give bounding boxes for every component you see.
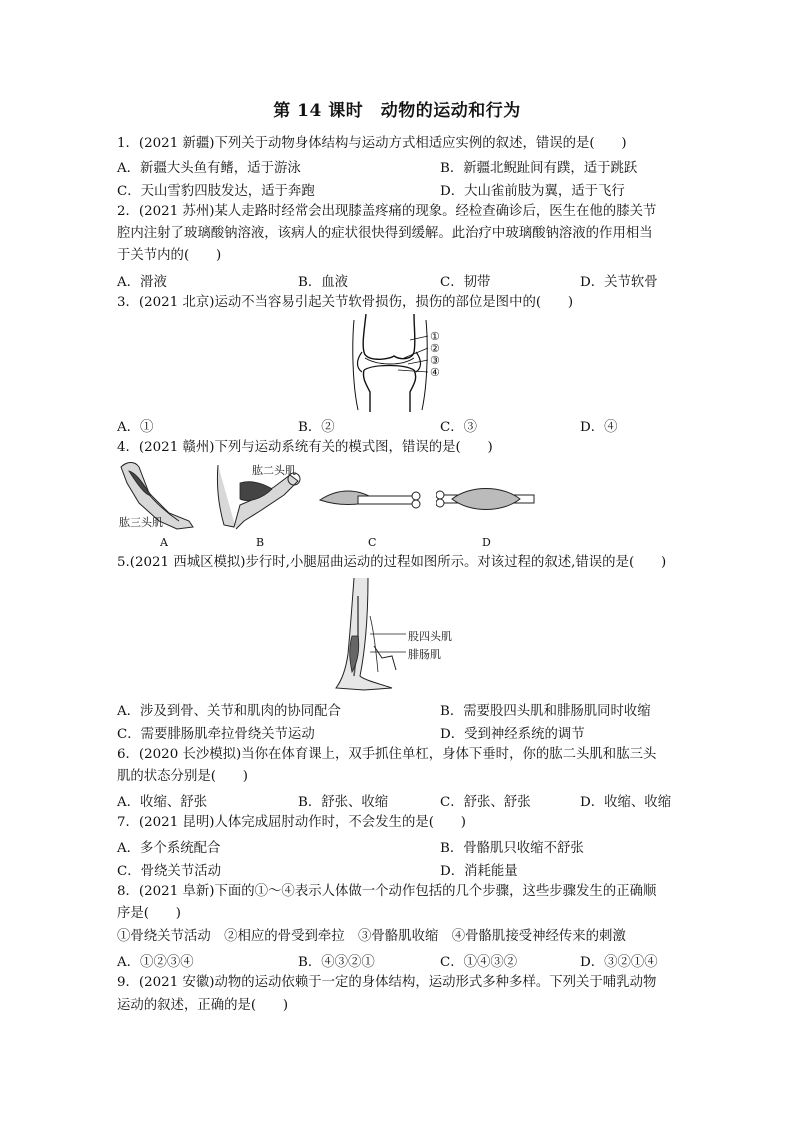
question-8-option-d: D．③②①④ [580,955,658,970]
figure-letter-b: B [256,536,265,549]
question-1-stem: 1．(2021 新疆)下列关于动物身体结构与运动方式相适应实例的叙述，错误的是( ) [117,136,627,151]
question-7-option-b: B．骨骼肌只收缩不舒张 [440,841,584,856]
question-5-option-d: D．受到神经系统的调节 [440,727,585,742]
quadriceps-label: 股四头肌 [408,630,452,643]
question-5-stem: 5.(2021 西城区模拟)步行时,小腿屈曲运动的过程如图所示。对该过程的叙述,错误的是( ) [117,555,667,570]
question-6-stem-line-2: 肌的状态分别是( ) [117,769,248,784]
question-9-stem-line-2: 运动的叙述，正确的是( ) [117,998,289,1013]
question-3-stem: 3．(2021 北京)运动不当容易引起关节软骨损伤，损伤的部位是图中的( ) [117,295,574,310]
question-6-option-d: D．收缩、收缩 [580,795,672,810]
question-1-option-d: D．大山雀前肢为翼，适于飞行 [440,184,625,199]
question-7-option-d: D．消耗能量 [440,864,518,879]
question-3-option-a: A．① [117,420,154,435]
question-2-option-b: B．血液 [298,275,349,290]
question-4-stem: 4．(2021 赣州)下列与运动系统有关的模式图，错误的是( ) [117,440,493,455]
question-3-option-d: D．④ [580,420,618,435]
biceps-label: 肱二头肌 [252,464,296,477]
figure-letter-a: A [160,536,168,549]
muscle-bone-figure-c [318,486,424,514]
knee-label-2: ② [430,342,440,355]
question-8-steps: ①骨绕关节活动 ②相应的骨受到牵拉 ③骨骼肌收缩 ④骨骼肌接受神经传来的刺激 [117,929,626,944]
knee-label-1: ① [430,330,440,343]
question-9-stem-line-1: 9．(2021 安徽)动物的运动依赖于一定的身体结构，运动形式多种多样。下列关于哺乳动物 [117,975,657,990]
question-3-option-b: B．② [298,420,335,435]
question-8-stem-line-1: 8．(2021 阜新)下面的①～④表示人体做一个动作包括的几个步骤，这些步骤发生的正确顺 [117,884,657,899]
knee-label-4: ④ [430,366,440,379]
question-8-stem-line-2: 序是( ) [117,906,182,921]
page-title: 第 14 课时 动物的运动和行为 [273,101,521,121]
question-2-stem-line-2: 腔内注射了玻璃酸钠溶液，该病人的症状很快得到缓解。此治疗中玻璃酸钠溶液的作用相当 [117,226,653,241]
question-2-option-a: A．滑液 [117,275,167,290]
question-6-stem-line-1: 6．(2020 长沙模拟)当你在体育课上，双手抓住单杠，身体下垂时，你的肱二头肌和肱三头 [117,747,657,762]
question-6-option-a: A．收缩、舒张 [117,795,208,810]
triceps-label: 肱三头肌 [119,516,163,529]
question-8-option-b: B．④③②① [298,955,375,970]
question-7-stem: 7．(2021 昆明)人体完成屈肘动作时，不会发生的是( ) [117,815,466,830]
question-8-option-c: C．①④③② [440,955,518,970]
leg-figure [334,576,406,694]
figure-letter-d: D [482,536,491,549]
question-5-option-b: B．需要股四头肌和腓肠肌同时收缩 [440,704,651,719]
question-1-option-b: B．新疆北鲵趾间有蹼，适于跳跃 [440,161,638,176]
question-7-option-c: C．骨绕关节活动 [117,864,221,879]
question-1-option-c: C．天山雪豹四肢发达，适于奔跑 [117,184,315,199]
question-2-stem-line-1: 2．(2021 苏州)某人走路时经常会出现膝盖疼痛的现象。经检查确诊后，医生在他的膝关节 [117,204,657,219]
question-6-option-c: C．舒张、舒张 [440,795,531,810]
question-7-option-a: A．多个系统配合 [117,841,221,856]
gastrocnemius-label: 腓肠肌 [408,648,441,661]
question-2-option-d: D．关节软骨 [580,275,658,290]
question-5-option-c: C．需要腓肠肌牵拉骨绕关节运动 [117,727,315,742]
question-1-option-a: A．新疆大头鱼有鳍，适于游泳 [117,161,301,176]
question-8-option-a: A．①②③④ [117,955,194,970]
question-5-option-a: A．涉及到骨、关节和肌肉的协同配合 [117,704,341,719]
question-3-option-c: C．③ [440,420,478,435]
question-6-option-b: B．舒张、收缩 [298,795,389,810]
muscle-bone-figure-d [436,483,536,515]
knee-label-3: ③ [430,354,440,367]
figure-letter-c: C [368,536,377,549]
question-2-option-c: C．韧带 [440,275,491,290]
question-2-stem-line-3: 于关节内的( ) [117,248,222,263]
